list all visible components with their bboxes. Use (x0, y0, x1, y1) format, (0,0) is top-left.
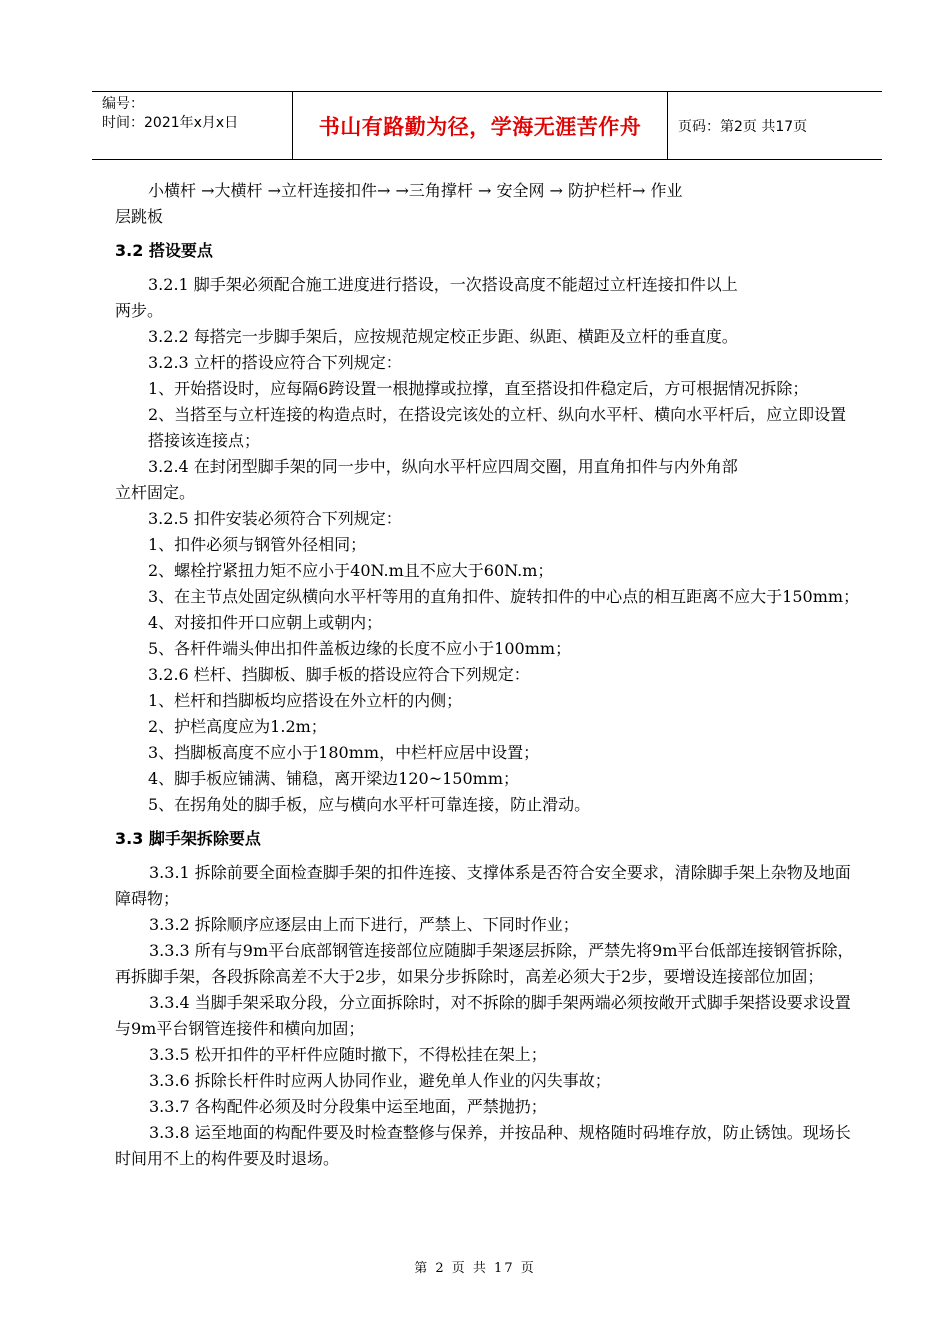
header-page-label: 页码：第2页 共17页 (678, 118, 808, 135)
header-left-cell (92, 92, 292, 159)
document-body (115, 178, 860, 1172)
para-3-3-1: 3.3.1 拆除前要全面检查脚手架的扣件连接、支撑体系是否符合安全要求，清除脚手架上杂物及地面障碍物； (115, 863, 851, 908)
list-item: 4、脚手板应铺满、铺稳，离开梁边120~150mm； (148, 769, 520, 788)
para-3-3-5: 3.3.5 松开扣件的平杆件应随时撤下，不得松挂在架上； (149, 1045, 547, 1064)
para-3-2-3: 3.2.3 立杆的搭设应符合下列规定： (148, 353, 402, 372)
para-3-3-3: 3.3.3 所有与9m平台底部钢管连接部位应随脚手架逐层拆除，严禁先将9m平台低部连接钢管拆除，再拆脚手架，各段拆除高差不大于2步，如果分步拆除时，高差必须大于2步，要增设连接部位加固； (115, 941, 854, 986)
list-item: 5、在拐角处的脚手板，应与横向水平杆可靠连接，防止滑动。 (148, 795, 591, 814)
para-3-2-2: 3.2.2 每搭完一步脚手架后，应按规范规定校正步距、纵距、横距及立杆的垂直度。 (148, 327, 738, 346)
list-item: 4、对接扣件开口应朝上或朝内； (148, 613, 383, 632)
section-title-3-3: 3.3 脚手架拆除要点 (115, 829, 261, 848)
para-3-3-8: 3.3.8 运至地面的构配件要及时检查整修与保养，并按品种、规格随时码堆存放，防止锈蚀。现场长时间用不上的构件要及时退场。 (115, 1123, 851, 1168)
list-item: 5、各杆件端头伸出扣件盖板边缘的长度不应小于100mm； (148, 639, 572, 658)
time-label: 时间：2021年x月x日 (102, 115, 239, 131)
para-3-2-5: 3.2.5 扣件安装必须符合下列规定： (148, 509, 402, 528)
flow-line: 小横杆 →大横杆 →立杆连接扣件→ →三角撑杆 → 安全网 → 防护栏杆→ 作业 (148, 181, 683, 200)
page-header (92, 91, 882, 160)
list-item: 1、扣件必须与钢管外径相同； (148, 535, 367, 554)
para-3-2-6: 3.2.6 栏杆、挡脚板、脚手板的搭设应符合下列规定： (148, 665, 530, 684)
header-motto: 书山有路勤为径，学海无涯苦作舟 (292, 92, 668, 159)
number-label: 编号： (102, 96, 144, 112)
list-item: 2、当搭至与立杆连接的构造点时，在搭设完该处的立杆、纵向水平杆、横向水平杆后，应立即设置搭接该连接点； (148, 405, 847, 450)
para-3-3-7: 3.3.7 各构配件必须及时分段集中运至地面，严禁抛扔； (149, 1097, 547, 1116)
list-item: 2、螺栓拧紧扭力矩不应小于40N.m且不应大于60N.m； (148, 561, 554, 580)
flow-line-cont: 层跳板 (115, 207, 164, 226)
para-3-2-1-cont: 两步。 (115, 301, 164, 320)
list-item: 3、挡脚板高度不应小于180mm，中栏杆应居中设置； (148, 743, 540, 762)
para-3-3-6: 3.3.6 拆除长杆件时应两人协同作业，避免单人作业的闪失事故； (149, 1071, 611, 1090)
para-3-2-4-cont: 立杆固定。 (115, 483, 196, 502)
para-3-3-2: 3.3.2 拆除顺序应逐层由上而下进行，严禁上、下同时作业； (149, 915, 579, 934)
list-item: 2、护栏高度应为1.2m； (148, 717, 327, 736)
para-3-2-1: 3.2.1 脚手架必须配合施工进度进行搭设，一次搭设高度不能超过立杆连接扣件以上 (148, 275, 738, 294)
list-item: 1、栏杆和挡脚板均应搭设在外立杆的内侧； (148, 691, 463, 710)
page-footer: 第 2 页 共 17 页 (414, 1261, 536, 1276)
list-item: 1、开始搭设时，应每隔6跨设置一根抛撑或拉撑，直至搭设扣件稳定后，方可根据情况拆除； (148, 379, 809, 398)
section-title-3-2: 3.2 搭设要点 (115, 241, 213, 260)
para-3-2-4: 3.2.4 在封闭型脚手架的同一步中，纵向水平杆应四周交圈，用直角扣件与内外角部 (148, 457, 738, 476)
para-3-3-4: 3.3.4 当脚手架采取分段，分立面拆除时，对不拆除的脚手架两端必须按敞开式脚手架搭设要求设置与9m平台钢管连接件和横向加固； (115, 993, 851, 1038)
list-item: 3、在主节点处固定纵横向水平杆等用的直角扣件、旋转扣件的中心点的相互距离不应大于150mm； (148, 587, 860, 606)
